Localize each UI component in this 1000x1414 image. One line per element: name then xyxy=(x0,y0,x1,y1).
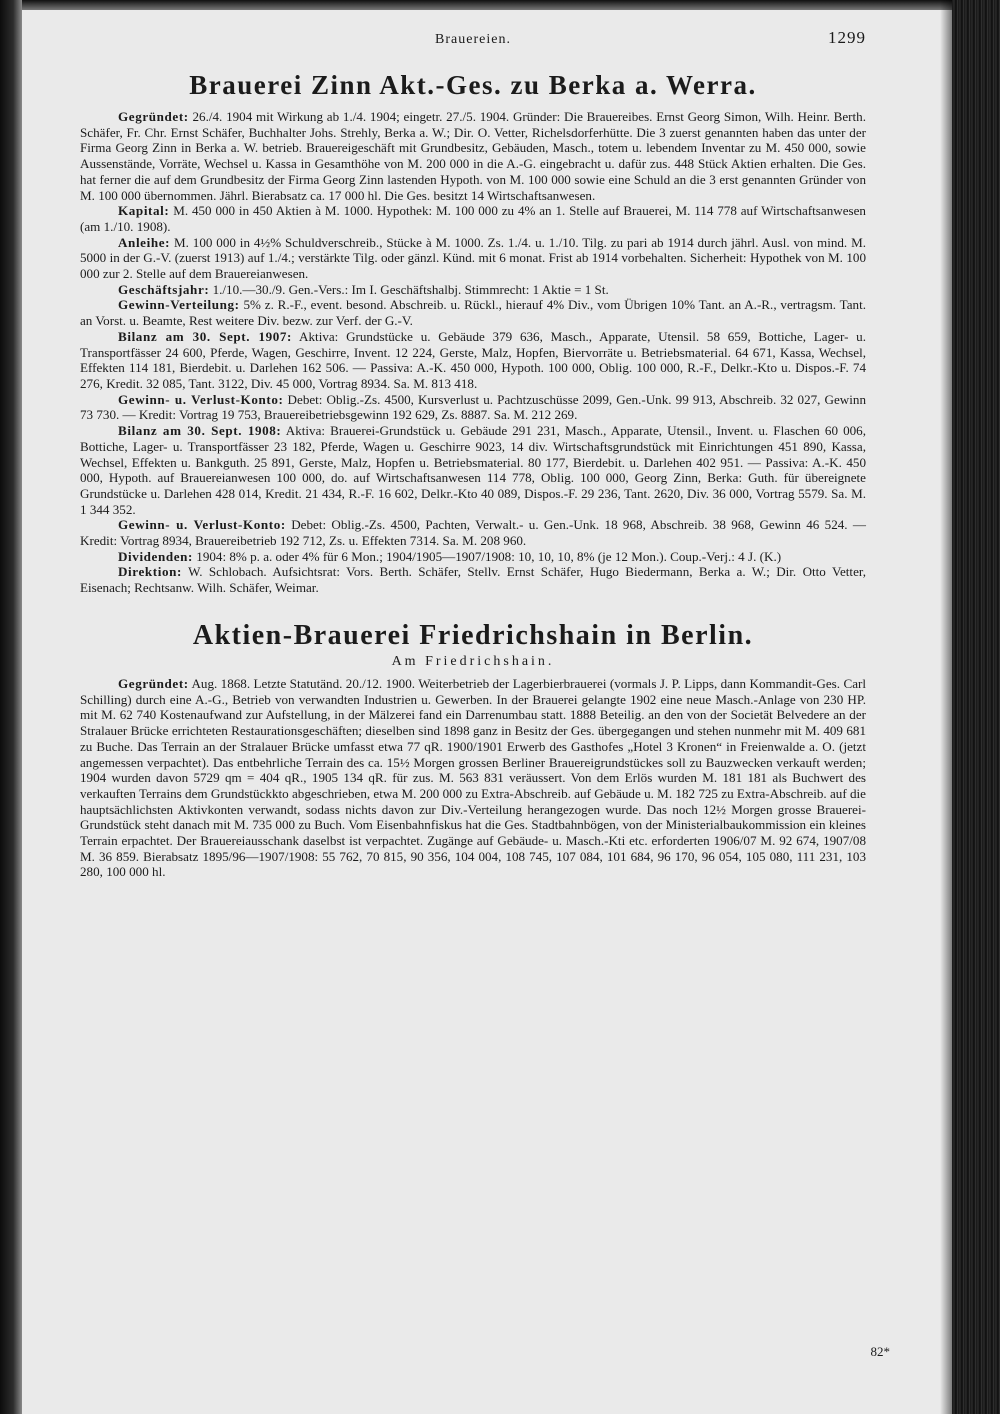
entry-label: Gewinn-Verteilung: xyxy=(118,297,240,313)
entry-text: M. 450 000 in 450 Aktien à M. 1000. Hypothek: M. 100 000 zu 4% an 1. Stelle auf Brauerei, M. 114 778 auf Wirtschaftsanwesen (am 1./10. 1908). xyxy=(80,203,866,234)
entry-anleihe xyxy=(80,235,866,282)
entry-text: 1./10.—30./9. Gen.-Vers.: Im I. Geschäftshalbj. Stimmrecht: 1 Aktie = 1 St. xyxy=(212,281,609,297)
scan-border-left xyxy=(0,0,22,1414)
running-title: Brauereien. xyxy=(435,32,511,47)
entry-text: 26./4. 1904 mit Wirkung ab 1./4. 1904; eingetr. 27./5. 1904. Gründer: Die Brauereibes. Ernst Georg Simon, Wilh. Heinr. Berth. Schäfer, Fr. Chr. Ernst Schäfer, Buchhalter Johs. Strehly, Berka a. W.; Dir. O. Vetter, Richelsdorferhütte. Die 3 zuerst genannten haben das unter der Firma Georg Zinn in Berka a. W. betrieb. Brauereigeschäft mit Grundbesitz, Gebäuden, Masch., totem u. lebendem Inventar zu M. 450 000, sowie Aussenstände, Vorräte, Wechsel u. Kassa in Gesamthöhe von M. 200 000 in die A.-G. eingebracht u. dafür zus. 448 Stück Aktien erhalten. Die Ges. hat ferner die auf dem Grundbesitz der Firma Georg Zinn lastenden Hypoth. von M. 100 000 sowie eine Schuld an die 3 erst genannten Gründer von M. 100 000 übernommen. Jährl. Bierabsatz ca. 17 000 hl. Die Ges. besitzt 14 Wirtschaftsanwesen. xyxy=(80,109,866,203)
scan-border-top xyxy=(0,0,1000,10)
entry-gewinn-verlust-1907 xyxy=(80,392,866,423)
entry-text: Debet: Oblig.-Zs. 4500, Kursverlust u. Pachtzuschüsse 2099, Gen.-Unk. 99 913, Abschreib. 32 027, Gewinn 73 730. — Kredit: Vortrag 19 753, Brauereibetriebsgewinn 192 629, Zs. 8887. Sa. M. 212 269. xyxy=(80,391,866,423)
running-head xyxy=(80,28,866,52)
signature-mark: 82* xyxy=(870,1344,890,1359)
entry-label: Gewinn- u. Verlust-Konto: xyxy=(118,391,284,407)
entry-text: M. 100 000 in 4½% Schuldverschreib., Stücke à M. 1000. Zs. 1./4. u. 1./10. Tilg. zu pari ab 1914 durch jährl. Ausl. von mind. M. 5000 in der G.-V. (zuerst 1913) auf 1./4.; verstärkte Tilg. oder gänzl. Künd. mit 6 monat. Frist ab 1914 vorbehalten. Sicherheit: Hypothek von M. 100 000 zur 2. Stelle auf dem Brauereianwesen. xyxy=(80,234,867,282)
book-binding xyxy=(952,0,1000,1414)
document-page xyxy=(80,28,866,1398)
company-address: Am Friedrichshain. xyxy=(391,654,555,670)
entry-label: Gegründet: xyxy=(118,676,189,692)
entry-label: Gewinn- u. Verlust-Konto: xyxy=(118,517,286,533)
entry-label: Kapital: xyxy=(118,203,170,219)
entry-label: Direktion: xyxy=(118,564,182,580)
entry-text: Aug. 1868. Letzte Statutänd. 20./12. 1900. Weiterbetrieb der Lagerbierbrauerei (vormals J. P. Lipps, dann Kommandit-Ges. Carl Schilling) durch eine A.-G., Betrieb von verwandten Industrien u. Gewerben. In der Brauerei gelangte 1902 eine neue Masch.-Anlage von 230 HP. mit M. 62 740 Kostenaufwand zur Aufstellung, in der Mälzerei fand ein Darrenumbau statt. 1888 Beteilig. an den von der Societät Belvedere an der Stralauer Brücke errichteten Restaurationsgeschäften; dieselben sind 1898 ganz in Besitz der Ges. übergegangen und stehen nunmehr mit M. 409 681 zu Buche. Das Terrain an der Stralauer Brücke umfasst etwa 77 qR. 1900/1901 Erwerb des Gasthofes „Hotel 3 Kronen“ in Freienwalde a. O. (jetzt angemessen verpachtet). Das entbehrliche Terrain des ca. 15½ Morgen grossen Berliner Brauereigrundstückes soll zu Bauzwecken verkauft werden; 1904 wurden davon 5729 qm = 404 qR., 1905 134 qR. für zus. M. 563 831 veräussert. Von dem Erlös wurden M. 181 181 als Buchwert des verkauften Terrains dem Grundstückkto abgeschrieben, etwa M. 200 000 zu Extra-Abschreib. auf Gebäude u. M. 182 725 zu Extra-Abschreib. auf die hauptsächlichsten Aktivkonten verwandt, sodass nichts davon zur Div.-Verteilung herangezogen wurde. Das noch 12½ Morgen grosse Brauerei-Grundstück steht danach mit M. 735 000 zu Buch. Vom Eisenbahnfiskus hat die Ges. Stadtbahnbögen, von der Ministerialbaukommission ein kleines Terrain erpachtet. Der Brauereiausschank daselbst ist verpachtet. Zugänge auf Gebäude- u. Masch.-Kti etc. erforderten 1906/07 M. 92 674, 1907/08 M. 36 859. Bierabsatz 1895/96—1907/1908: 55 762, 70 815, 90 356, 104 004, 108 745, 107 084, 101 684, 96 170, 96 054, 105 080, 111 231, 103 280, 100 000 hl. xyxy=(80,676,867,880)
entry-text: 5% z. R.-F., event. besond. Abschreib. u. Rückl., hierauf 4% Div., vom Übrigen 10% Tant. an A.-R., vertragsm. Tant. an Vorst. u. Beamte, Rest weitere Div. bezw. zur Verf. der G.-V. xyxy=(80,297,866,329)
company-title-zinn: Brauerei Zinn Akt.-Ges. zu Berka a. Werra. xyxy=(189,70,757,100)
company-title-friedrichshain: Aktien-Brauerei Friedrichshain in Berlin. xyxy=(192,619,754,651)
entry-gewinn-verlust-1908 xyxy=(80,517,866,548)
entry-bilanz-1908 xyxy=(80,423,866,517)
entry-gegruendet-friedrichshain xyxy=(80,676,866,880)
entry-label: Bilanz am 30. Sept. 1907: xyxy=(118,328,293,344)
page-number: 1299 xyxy=(828,28,866,47)
entry-label: Gegründet: xyxy=(118,109,189,125)
entry-label: Anleihe: xyxy=(118,234,171,250)
entry-label: Dividenden: xyxy=(118,548,193,564)
entry-dividenden xyxy=(80,549,866,565)
entry-kapital xyxy=(80,203,866,234)
entry-text: Debet: Oblig.-Zs. 4500, Pachten, Verwalt.- u. Gen.-Unk. 18 968, Abschreib. 38 968, Gewinn 46 524. — Kredit: Vortrag 8934, Brauereibetrieb 192 712, Zs. u. Effekten 7314. Sa. M. 208 960. xyxy=(80,517,866,549)
entry-text: 1904: 8% p. a. oder 4% für 6 Mon.; 1904/1905—1907/1908: 10, 10, 10, 8% (je 12 Mon.). Coup.-Verj.: 4 J. (K.) xyxy=(196,548,782,564)
entry-label: Bilanz am 30. Sept. 1908: xyxy=(118,423,282,439)
entry-bilanz-1907 xyxy=(80,329,866,392)
entry-text: W. Schlobach. Aufsichtsrat: Vors. Berth. Schäfer, Stellv. Ernst Schäfer, Hugo Biedermann, Berka a. W.; Dir. Otto Vetter, Eisenach; Rechtsanw. Wilh. Schäfer, Weimar. xyxy=(80,564,866,596)
entry-text: Aktiva: Brauerei-Grundstück u. Gebäude 291 231, Masch., Apparate, Utensil., Invent. u. Flaschen 60 006, Bottiche, Lager- u. Transportfässer 23 182, Pferde, Wagen u. Geschirre 9023, 14 div. Wirtschaftsgrundstück mit Einrichtungen 451 890, Kassa, Wechsel, Effekten u. Bankguth. 25 891, Gerste, Malz, Hopfen u. Betriebsmaterial. 80 177, Bierdebit. u. Darlehen 402 951. — Passiva: A.-K. 450 000, Hypoth. auf Brauereianwesen 100 000, do. auf Wirtschaftsanwesen 114 778, Oblig. 100 000, Georg Zinn, Berka: Guth. für übereignete Grundstücke u. Darlehen 428 014, Kredit. 21 434, R.-F. 16 602, Delkr.-Kto 40 089, Dispos.-F. 29 236, Tant. 2620, Div. 36 000, Vortrag 5579. Sa. M. 1 344 352. xyxy=(80,423,866,517)
entry-geschaeftsjahr xyxy=(80,282,866,298)
entry-label: Geschäftsjahr: xyxy=(118,281,210,297)
entry-gegruendet xyxy=(80,109,866,203)
entry-gewinn-verteilung xyxy=(80,297,866,328)
entry-text: Aktiva: Grundstücke u. Gebäude 379 636, Masch., Apparate, Utensil. 58 659, Bottiche, Lager- u. Transportfässer 24 600, Pferde, Wagen, Geschirre, Invent. 12 224, Gerste, Malz, Hopfen, Biervorräte u. Betriebsmaterial. 64 671, Kassa, Wechsel, Effekten 114 181, Bierdebit. u. Darlehen 162 506. — Passiva: A.-K. 450 000, Hypoth. 100 000, Oblig. 100 000, R.-F., Delkr.-Kto u. Dispos.-F. 74 276, Kredit. 32 085, Tant. 3122, Div. 45 000, Vortrag 8934. Sa. M. 813 418. xyxy=(80,328,866,391)
entry-direktion xyxy=(80,564,866,595)
